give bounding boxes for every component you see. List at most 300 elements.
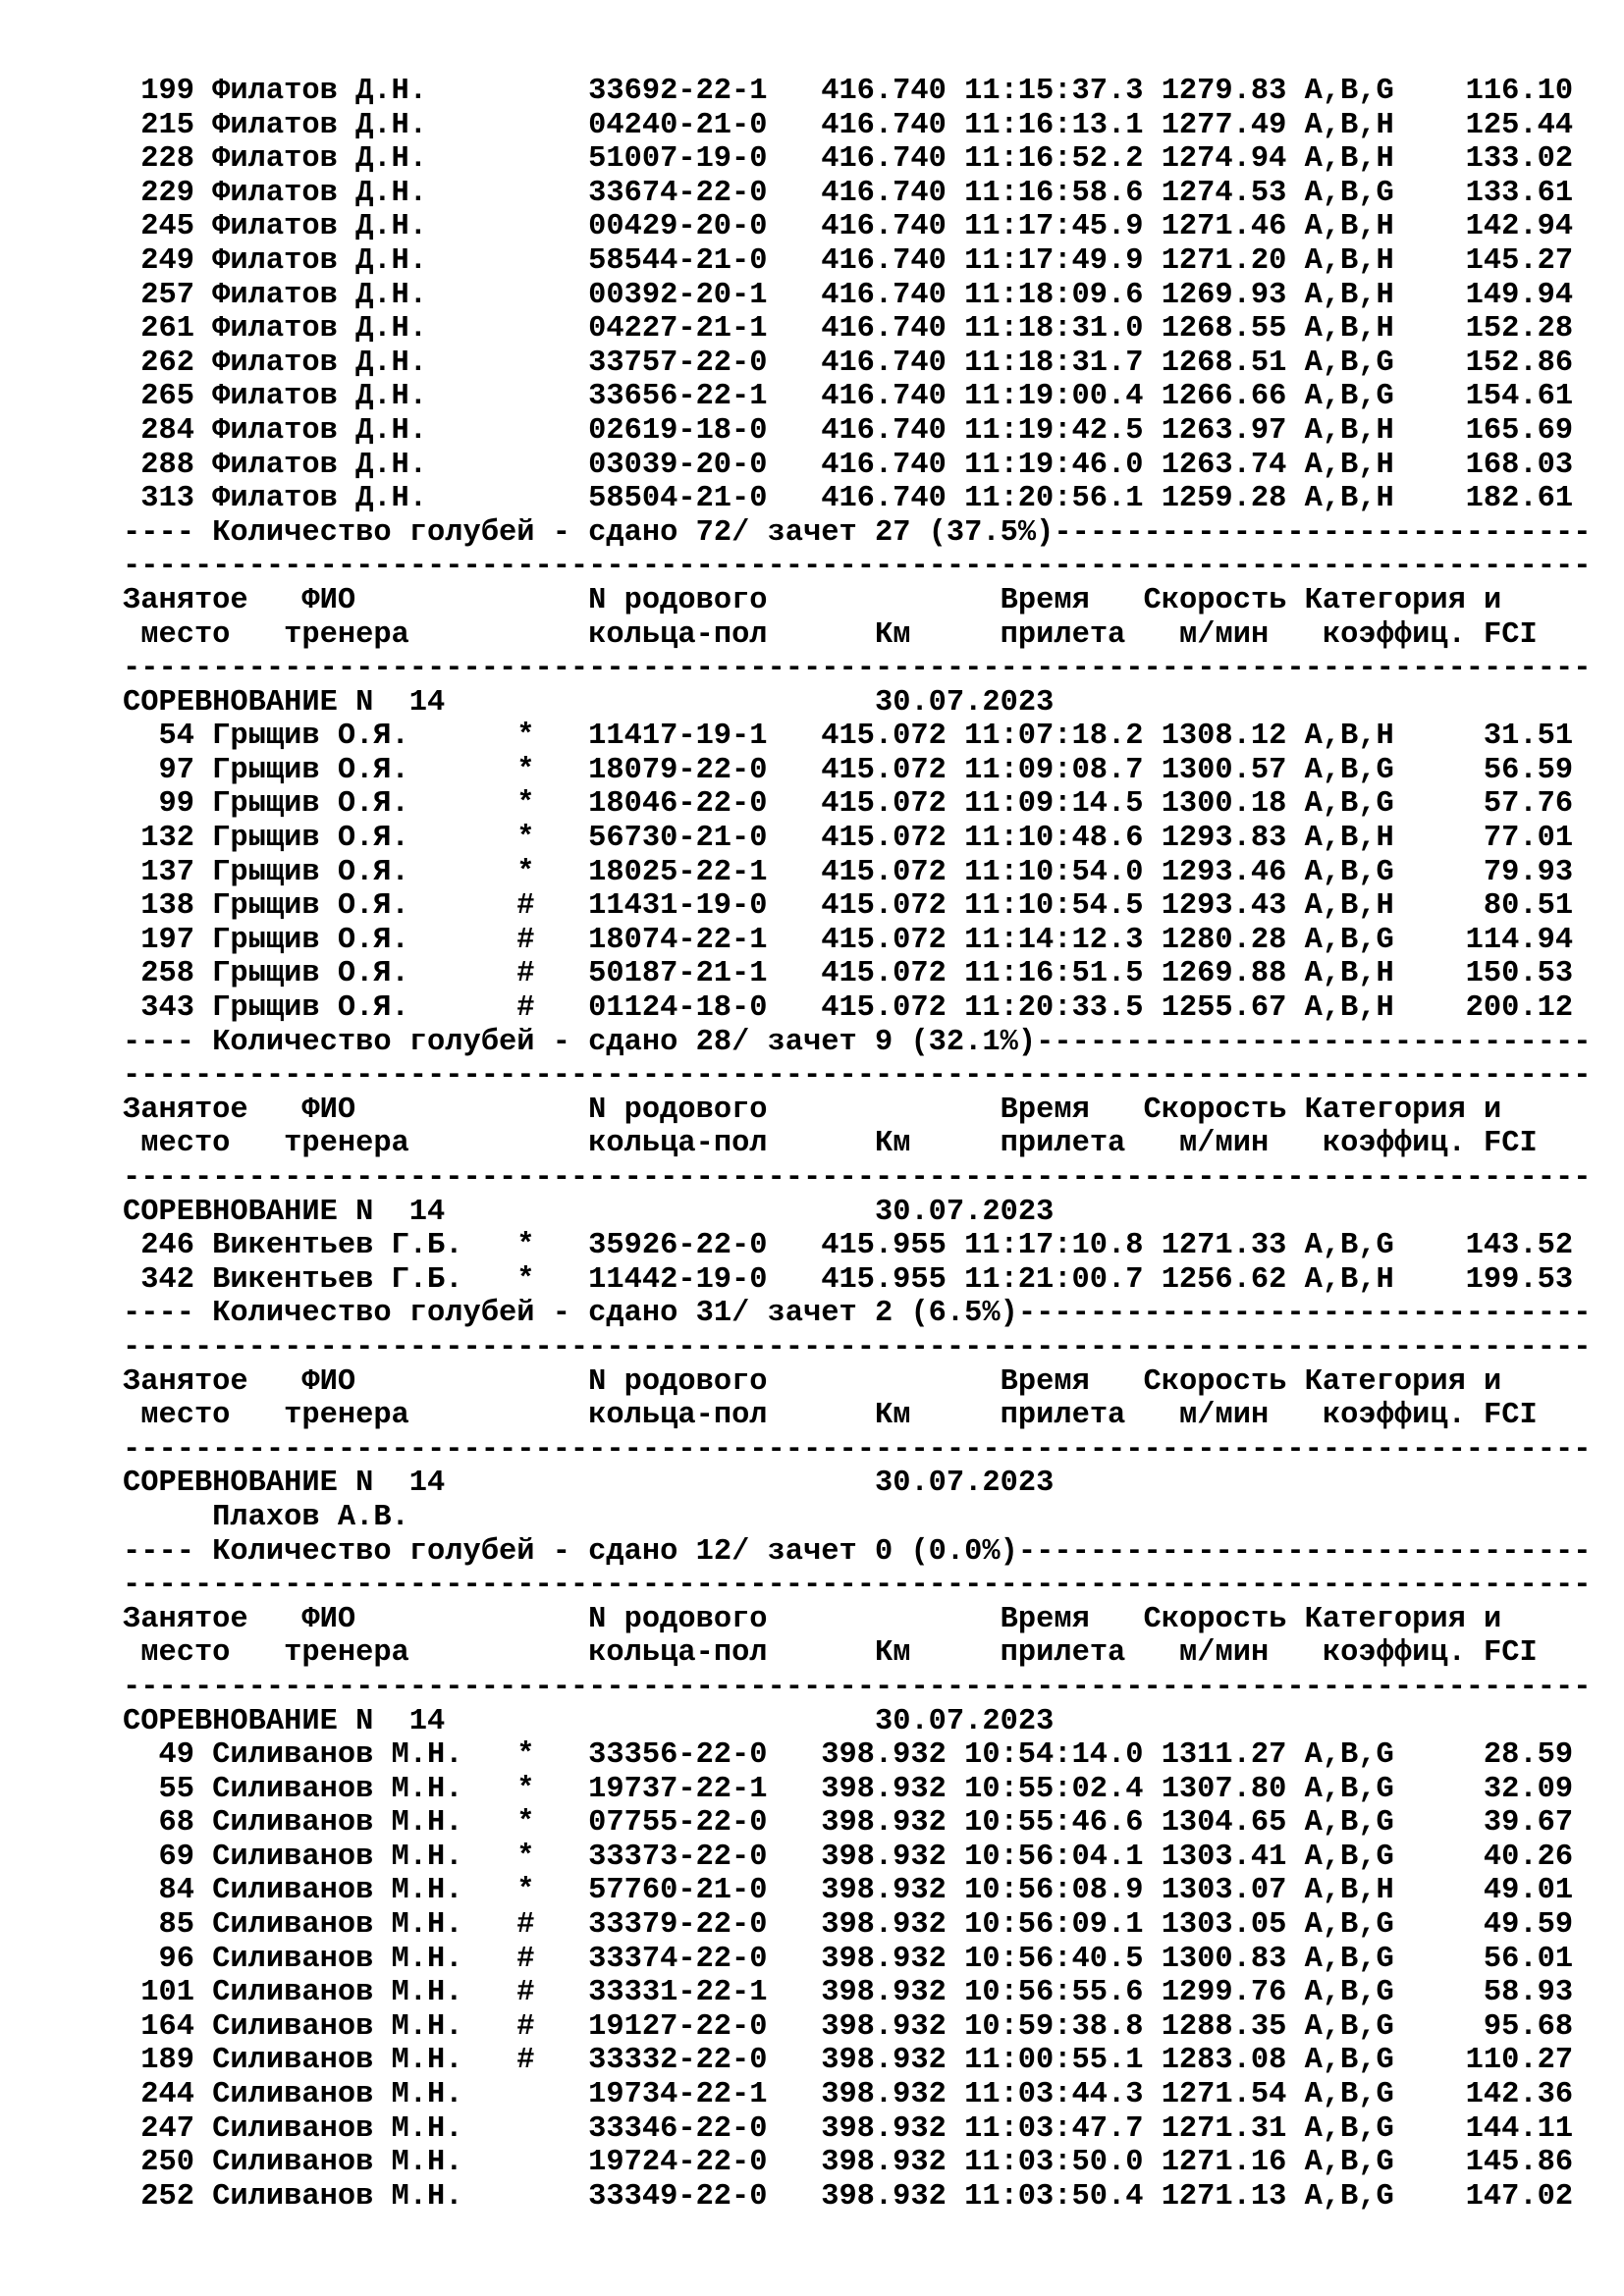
cell-mark: * — [516, 787, 535, 822]
cell-fci: 133.61 — [1465, 176, 1574, 210]
summary-line-text: ---- Количество голубей - сдано 12/ зачет 0 (0.0%)-------------------------------- — [123, 1534, 1592, 1569]
spacer — [768, 1976, 822, 2010]
spacer — [194, 2078, 212, 2112]
cell-fci: 165.69 — [1465, 413, 1574, 448]
result-row — [123, 414, 1591, 449]
spacer — [1286, 279, 1304, 313]
cell-place: 245 — [140, 210, 194, 244]
spacer — [1143, 210, 1161, 244]
cell-category: A,B,H — [1304, 312, 1394, 347]
cell-time: 11:16:52.2 — [964, 142, 1144, 177]
cell-ring: 01124-18-0 — [588, 991, 768, 1026]
separator-line-text: ---------------------------------------------------------------------------------- — [123, 1059, 1592, 1094]
cell-speed: 1271.46 — [1161, 210, 1287, 244]
result-row — [123, 2044, 1591, 2078]
cell-category: A,B,H — [1304, 278, 1394, 312]
cell-ring: 11442-19-0 — [588, 1262, 768, 1297]
cell-speed: 1299.76 — [1161, 1976, 1287, 2010]
cell-fci: 58.93 — [1483, 1976, 1574, 2010]
spacer — [1286, 347, 1304, 381]
cell-ring: 58504-21-0 — [588, 482, 768, 516]
spacer — [499, 482, 516, 516]
cell-km: 398.932 — [821, 2146, 947, 2180]
cell-fci: 147.02 — [1465, 2179, 1574, 2214]
spacer — [1394, 787, 1430, 822]
spacer — [947, 957, 964, 991]
spacer — [1394, 177, 1430, 211]
spacer — [1143, 822, 1161, 856]
cell-ring: 33374-22-0 — [588, 1942, 768, 1976]
spacer — [1143, 1908, 1161, 1943]
spacer — [1394, 2146, 1430, 2180]
cell-mark: * — [516, 1806, 535, 1841]
cell-category: A,B,H — [1304, 1874, 1394, 1908]
spacer — [1286, 380, 1304, 414]
spacer — [194, 380, 212, 414]
spacer — [768, 957, 822, 991]
result-row — [123, 1773, 1591, 1807]
spacer — [1286, 2180, 1304, 2215]
result-row — [123, 244, 1591, 279]
cell-name: Филатов Д.Н. — [212, 448, 428, 482]
cell-mark: * — [516, 1874, 535, 1908]
spacer — [947, 1738, 964, 1773]
cell-time: 11:18:31.0 — [964, 312, 1144, 347]
cell-ring: 03039-20-0 — [588, 448, 768, 482]
spacer — [1394, 754, 1430, 788]
cell-fci: 145.27 — [1465, 243, 1574, 278]
spacer — [499, 1738, 516, 1773]
cell-speed: 1271.20 — [1161, 243, 1287, 278]
cell-speed: 1293.46 — [1161, 855, 1287, 889]
cell-mark: * — [516, 720, 535, 754]
column-header — [123, 1094, 1591, 1128]
cell-time: 11:09:14.5 — [964, 787, 1144, 822]
cell-time: 10:56:08.9 — [964, 1874, 1144, 1908]
spacer — [1143, 2112, 1161, 2147]
result-row — [123, 75, 1591, 109]
spacer — [1286, 1263, 1304, 1298]
spacer — [499, 1773, 516, 1807]
cell-name: Грыщив О.Я. — [212, 957, 409, 991]
cell-fci: 95.68 — [1483, 2009, 1574, 2044]
spacer — [947, 1943, 964, 1977]
cell-ring: 07755-22-0 — [588, 1806, 768, 1841]
result-row — [123, 380, 1591, 414]
spacer — [499, 380, 516, 414]
cell-fci: 143.52 — [1465, 1229, 1574, 1263]
spacer — [499, 2078, 516, 2112]
spacer — [499, 889, 516, 924]
cell-time: 11:20:33.5 — [964, 991, 1144, 1026]
spacer — [1143, 482, 1161, 516]
cell-speed: 1266.66 — [1161, 380, 1287, 414]
cell-place: 137 — [140, 855, 194, 889]
cell-speed: 1283.08 — [1161, 2044, 1287, 2078]
result-row — [123, 1976, 1591, 2010]
cell-name: Викентьев Г.Б. — [212, 1229, 463, 1263]
spacer — [768, 449, 822, 483]
spacer — [1394, 1943, 1430, 1977]
separator-line — [123, 1433, 1591, 1468]
cell-speed: 1277.49 — [1161, 108, 1287, 142]
spacer — [1286, 142, 1304, 177]
cell-km: 398.932 — [821, 1908, 947, 1943]
cell-place: 55 — [158, 1772, 194, 1806]
cell-fci: 77.01 — [1483, 822, 1574, 856]
spacer — [947, 2044, 964, 2078]
cell-mark: # — [516, 1942, 535, 1976]
spacer — [1143, 2078, 1161, 2112]
spacer — [534, 856, 588, 890]
spacer — [194, 109, 212, 143]
spacer — [1394, 1806, 1430, 1841]
spacer — [194, 1773, 212, 1807]
cell-km: 415.072 — [821, 923, 947, 957]
spacer — [499, 991, 516, 1026]
cell-km: 416.740 — [821, 482, 947, 516]
spacer — [768, 2112, 822, 2147]
result-row — [123, 2180, 1591, 2215]
spacer — [1286, 889, 1304, 924]
spacer — [1143, 720, 1161, 754]
spacer — [768, 1738, 822, 1773]
cell-name: Филатов Д.Н. — [212, 210, 428, 244]
cell-fci: 150.53 — [1465, 957, 1574, 991]
cell-fci: 32.09 — [1483, 1772, 1574, 1806]
spacer — [499, 957, 516, 991]
spacer — [194, 1738, 212, 1773]
separator-line-text: ---------------------------------------------------------------------------------- — [123, 1330, 1592, 1364]
cell-speed: 1300.57 — [1161, 753, 1287, 787]
cell-speed: 1274.53 — [1161, 176, 1287, 210]
spacer — [768, 2010, 822, 2045]
spacer — [1143, 1943, 1161, 1977]
spacer — [1394, 991, 1430, 1026]
cell-category: A,B,H — [1304, 957, 1394, 991]
spacer — [768, 1229, 822, 1263]
spacer — [534, 1229, 588, 1263]
competition-name: СОРЕВНОВАНИЕ N 14 — [123, 1195, 446, 1229]
cell-fci: 116.10 — [1465, 75, 1574, 108]
result-row — [123, 142, 1591, 177]
cell-km: 416.740 — [821, 380, 947, 414]
cell-time: 11:07:18.2 — [964, 720, 1144, 754]
spacer — [534, 991, 588, 1026]
cell-time: 11:10:54.5 — [964, 889, 1144, 924]
spacer — [1394, 279, 1430, 313]
cell-name: Силиванов М.Н. — [212, 1976, 463, 2010]
cell-ring: 04240-21-0 — [588, 108, 768, 142]
result-row — [123, 1229, 1591, 1263]
cell-ring: 02619-18-0 — [588, 413, 768, 448]
spacer — [1394, 449, 1430, 483]
spacer — [534, 1874, 588, 1908]
separator-line — [123, 1331, 1591, 1365]
spacer — [194, 889, 212, 924]
cell-speed: 1280.28 — [1161, 923, 1287, 957]
cell-time: 11:17:45.9 — [964, 210, 1144, 244]
spacer — [768, 822, 822, 856]
spacer — [947, 856, 964, 890]
spacer — [947, 177, 964, 211]
cell-time: 11:14:12.3 — [964, 923, 1144, 957]
cell-ring: 00429-20-0 — [588, 210, 768, 244]
spacer — [194, 991, 212, 1026]
spacer — [499, 924, 516, 958]
cell-fci: 39.67 — [1483, 1806, 1574, 1841]
spacer — [768, 414, 822, 449]
spacer — [768, 1773, 822, 1807]
cell-name: Силиванов М.Н. — [212, 2009, 463, 2044]
cell-time: 10:56:04.1 — [964, 1840, 1144, 1874]
spacer — [1143, 347, 1161, 381]
cell-ring: 33349-22-0 — [588, 2179, 768, 2214]
cell-fci: 110.27 — [1465, 2044, 1574, 2078]
spacer — [194, 312, 212, 347]
cell-place: 99 — [158, 787, 194, 822]
spacer — [194, 75, 212, 109]
cell-km: 415.072 — [821, 889, 947, 924]
spacer — [768, 177, 822, 211]
competition-date: 30.07.2023 — [874, 685, 1055, 720]
summary-line-text: ---- Количество голубей - сдано 28/ зачет 9 (32.1%)------------------------------- — [123, 1025, 1592, 1059]
cell-category: A,B,G — [1304, 346, 1394, 380]
competition-date: 30.07.2023 — [874, 1195, 1055, 1229]
spacer — [1394, 312, 1430, 347]
spacer — [534, 1976, 588, 2010]
spacer — [534, 279, 588, 313]
separator-line-text: ---------------------------------------------------------------------------------- — [123, 1432, 1592, 1467]
cell-ring: 33356-22-0 — [588, 1738, 768, 1773]
spacer — [499, 720, 516, 754]
cell-place: 49 — [158, 1738, 194, 1773]
cell-category: A,B,G — [1304, 753, 1394, 787]
spacer — [1143, 1841, 1161, 1875]
spacer — [1394, 1908, 1430, 1943]
spacer — [1286, 2010, 1304, 2045]
spacer — [768, 109, 822, 143]
spacer — [534, 822, 588, 856]
spacer — [1143, 414, 1161, 449]
cell-ring: 33379-22-0 — [588, 1908, 768, 1943]
cell-place: 132 — [140, 822, 194, 856]
spacer — [194, 1806, 212, 1841]
cell-time: 11:03:44.3 — [964, 2078, 1144, 2112]
cell-km: 415.955 — [821, 1229, 947, 1263]
spacer — [194, 2112, 212, 2147]
spacer — [194, 1229, 212, 1263]
spacer — [1394, 1773, 1430, 1807]
spacer — [194, 482, 212, 516]
competition-name: СОРЕВНОВАНИЕ N 14 — [123, 1467, 446, 1501]
spacer — [947, 924, 964, 958]
column-header — [123, 1127, 1591, 1161]
cell-ring: 19737-22-1 — [588, 1772, 768, 1806]
spacer — [194, 720, 212, 754]
cell-name: Грыщив О.Я. — [212, 889, 409, 924]
cell-mark: * — [516, 1772, 535, 1806]
spacer — [499, 1908, 516, 1943]
spacer — [768, 2078, 822, 2112]
cell-name: Викентьев Г.Б. — [212, 1262, 463, 1297]
spacer — [947, 75, 964, 109]
cell-time: 11:10:48.6 — [964, 822, 1144, 856]
cell-fci: 114.94 — [1465, 923, 1574, 957]
spacer — [534, 754, 588, 788]
cell-speed: 1269.93 — [1161, 278, 1287, 312]
cell-km: 398.932 — [821, 2009, 947, 2044]
spacer — [194, 1841, 212, 1875]
separator-line-text: ---------------------------------------------------------------------------------- — [123, 1670, 1592, 1704]
spacer — [947, 279, 964, 313]
result-row — [123, 754, 1591, 788]
spacer — [768, 856, 822, 890]
spacer — [499, 109, 516, 143]
spacer — [947, 380, 964, 414]
spacer — [768, 380, 822, 414]
cell-km: 416.740 — [821, 346, 947, 380]
column-header-text: Занятое ФИО N родового Время Скорость Категория и — [123, 583, 1502, 617]
cell-name: Филатов Д.Н. — [212, 108, 428, 142]
spacer — [1143, 449, 1161, 483]
cell-category: A,B,G — [1304, 75, 1394, 108]
cell-category: A,B,H — [1304, 482, 1394, 516]
cell-place: 229 — [140, 176, 194, 210]
spacer — [1394, 856, 1430, 890]
spacer — [947, 210, 964, 244]
cell-name: Филатов Д.Н. — [212, 75, 428, 108]
spacer — [499, 279, 516, 313]
spacer — [768, 1908, 822, 1943]
spacer — [1394, 142, 1430, 177]
spacer — [1143, 312, 1161, 347]
spacer — [947, 109, 964, 143]
cell-category: A,B,H — [1304, 889, 1394, 924]
spacer — [768, 312, 822, 347]
cell-category: A,B,H — [1304, 142, 1394, 177]
cell-time: 11:17:10.8 — [964, 1229, 1144, 1263]
cell-ring: 58544-21-0 — [588, 243, 768, 278]
summary-line — [123, 1535, 1591, 1570]
spacer — [1143, 380, 1161, 414]
cell-place: 244 — [140, 2078, 194, 2112]
result-row — [123, 1263, 1591, 1298]
spacer — [768, 482, 822, 516]
cell-place: 138 — [140, 889, 194, 924]
cell-mark: # — [516, 991, 535, 1026]
result-row — [123, 856, 1591, 890]
spacer — [1143, 177, 1161, 211]
cell-place: 85 — [158, 1908, 194, 1943]
cell-mark: # — [516, 2009, 535, 2044]
result-row — [123, 177, 1591, 211]
cell-speed: 1271.54 — [1161, 2078, 1287, 2112]
cell-category: A,B,G — [1304, 1772, 1394, 1806]
spacer — [768, 244, 822, 279]
column-header-text: место тренера кольца-пол Км прилета м/мин коэффиц. FCI — [123, 1127, 1538, 1161]
spacer — [1143, 889, 1161, 924]
spacer — [499, 312, 516, 347]
spacer — [1143, 991, 1161, 1026]
separator-line — [123, 1671, 1591, 1705]
cell-time: 11:03:47.7 — [964, 2111, 1144, 2146]
cell-fci: 79.93 — [1483, 855, 1574, 889]
cell-km: 398.932 — [821, 1772, 947, 1806]
cell-mark: # — [516, 1908, 535, 1943]
cell-km: 398.932 — [821, 1874, 947, 1908]
spacer — [499, 1263, 516, 1298]
cell-speed: 1271.31 — [1161, 2111, 1287, 2146]
spacer — [499, 1229, 516, 1263]
cell-time: 11:09:08.7 — [964, 753, 1144, 787]
cell-ring: 19127-22-0 — [588, 2009, 768, 2044]
result-row — [123, 2112, 1591, 2147]
cell-ring: 33346-22-0 — [588, 2111, 768, 2146]
spacer — [499, 210, 516, 244]
spacer — [1286, 1229, 1304, 1263]
cell-km: 415.072 — [821, 991, 947, 1026]
cell-name: Филатов Д.Н. — [212, 346, 428, 380]
cell-place: 261 — [140, 312, 194, 347]
cell-ring: 18025-22-1 — [588, 855, 768, 889]
cell-fci: 182.61 — [1465, 482, 1574, 516]
spacer — [1143, 2044, 1161, 2078]
spacer — [768, 1841, 822, 1875]
cell-speed: 1300.18 — [1161, 787, 1287, 822]
spacer — [534, 312, 588, 347]
cell-km: 398.932 — [821, 1976, 947, 2010]
spacer — [947, 1976, 964, 2010]
cell-fci: 144.11 — [1465, 2111, 1574, 2146]
spacer — [194, 2044, 212, 2078]
cell-place: 288 — [140, 448, 194, 482]
column-header-text: Занятое ФИО N родового Время Скорость Категория и — [123, 1364, 1502, 1399]
cell-time: 11:16:51.5 — [964, 957, 1144, 991]
spacer — [194, 177, 212, 211]
cell-time: 10:56:09.1 — [964, 1908, 1144, 1943]
spacer — [947, 244, 964, 279]
cell-speed: 1311.27 — [1161, 1738, 1287, 1773]
cell-name: Силиванов М.Н. — [212, 1738, 463, 1773]
cell-km: 416.740 — [821, 278, 947, 312]
spacer — [1286, 1841, 1304, 1875]
separator-line-text: ---------------------------------------------------------------------------------- — [123, 550, 1592, 584]
cell-time: 11:19:00.4 — [964, 380, 1144, 414]
spacer — [947, 2146, 964, 2180]
spacer — [499, 1806, 516, 1841]
spacer — [499, 754, 516, 788]
spacer — [1286, 414, 1304, 449]
column-header — [123, 584, 1591, 618]
cell-mark: * — [516, 753, 535, 787]
spacer — [1394, 2044, 1430, 2078]
spacer — [1286, 991, 1304, 1026]
spacer — [1394, 2180, 1430, 2215]
cell-ring: 33332-22-0 — [588, 2044, 768, 2078]
cell-category: A,B,G — [1304, 855, 1394, 889]
spacer — [499, 1841, 516, 1875]
cell-ring: 18046-22-0 — [588, 787, 768, 822]
fancier-name — [123, 1501, 1591, 1535]
spacer — [1143, 1738, 1161, 1773]
column-header — [123, 618, 1591, 653]
spacer — [534, 449, 588, 483]
cell-km: 398.932 — [821, 1942, 947, 1976]
spacer — [1286, 822, 1304, 856]
cell-ring: 33656-22-1 — [588, 380, 768, 414]
cell-ring: 33757-22-0 — [588, 346, 768, 380]
